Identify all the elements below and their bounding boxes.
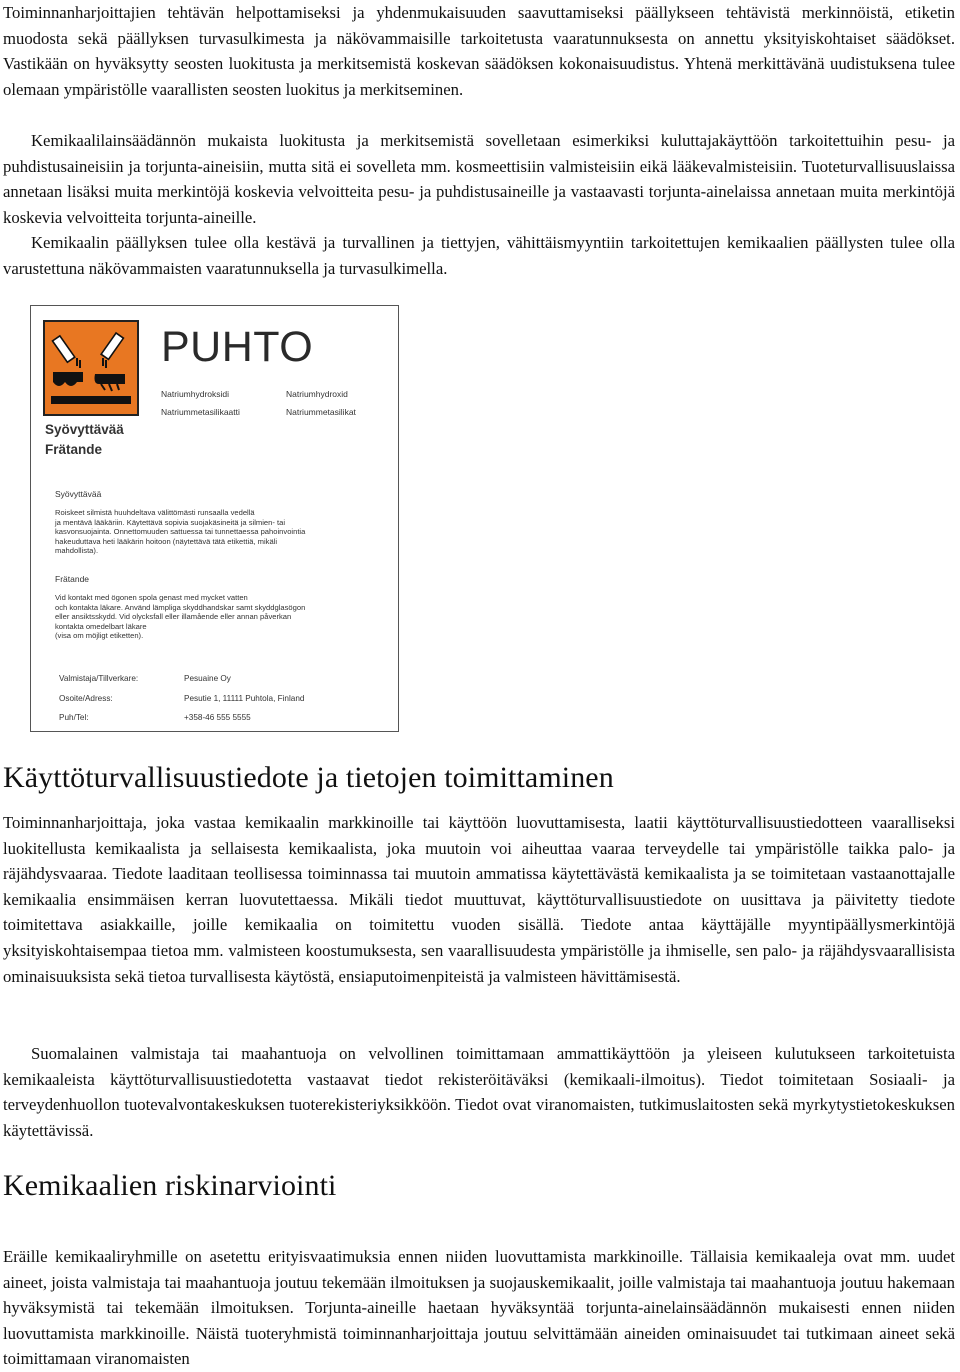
warning-line: eller ansiktsskydd. Vid olycksfall eller illamående eller annan påverkan	[55, 612, 292, 622]
product-name: PUHTO	[161, 323, 314, 371]
hazard-name-sv: Frätande	[45, 442, 103, 457]
intro-paragraph-1: Toiminnanharjoittajien tehtävän helpottamiseksi ja yhdenmukaisuuden saavuttamiseksi päällykseen tehtävistä merkinnöistä, etiketin muodosta sekä päällyksen turvasulkimesta ja näkövammaisille tarkoitetusta vaaratunnuksesta on annettu yksityiskohtaiset säädökset. Vastikään on hyväksytty seosten luokitusta ja merkitsemistä koskevan säädöksen kokonaisuudistus. Yhtenä merkittävänä uudistuksena tulee olemaan ympäristölle vaarallisten seosten luokitus ja merkitseminen.	[3, 3, 955, 99]
section-heading-safety-data-sheet: Käyttöturvallisuustiedote ja tietojen toimittaminen	[3, 761, 614, 794]
substance-sv-1: Natriumhydroxid	[286, 389, 348, 399]
contact-label-address: Osoite/Adress:	[59, 694, 113, 703]
warning-heading-sv: Frätande	[55, 574, 90, 584]
corrosive-hazard-icon	[43, 320, 139, 416]
contact-value-address: Pesutie 1, 11111 Puhtola, Finland	[184, 694, 305, 703]
contact-value-manufacturer: Pesuaine Oy	[184, 674, 231, 683]
product-safety-label-image	[30, 305, 399, 732]
warning-heading-fi: Syövyttävää	[55, 489, 102, 499]
warning-line: hakeuduttava heti lääkärin hoitoon (näytettävä tätä etikettiä, mikäli	[55, 536, 278, 546]
warning-text-fi	[55, 508, 355, 556]
warning-line: ja mentävä lääkäriin. Käytettävä sopivia suojakäsineitä ja silmien- tai	[55, 517, 286, 527]
warning-line: Roiskeet silmistä huuhdeltava välittömästi runsaalla vedellä	[55, 508, 255, 517]
section-heading-risk-assessment: Kemikaalien riskinarviointi	[3, 1169, 337, 1202]
contact-label-phone: Puh/Tel:	[59, 713, 89, 722]
warning-line: Vid kontakt med ögonen spola genast med mycket vatten	[55, 593, 248, 602]
substance-fi-2: Natriummetasilikaatti	[161, 407, 240, 417]
substance-sv-2: Natriummetasilikat	[286, 407, 356, 417]
substance-fi-1: Natriumhydroksidi	[161, 389, 230, 399]
contact-label-manufacturer: Valmistaja/Tillverkare:	[59, 674, 139, 683]
contact-value-phone: +358-46 555 5555	[184, 713, 251, 722]
section1-paragraph-2: Suomalainen valmistaja tai maahantuoja on velvollinen toimittamaan ammattikäyttöön ja yleiseen kulutukseen tarkoitetuista kemikaaleista käyttöturvallisuustiedotetta vastaavat tiedot rekisteröitäväksi (kemikaali-ilmoitus). Tiedot toimitetaan Sosiaali- ja terveydenhuollon tuotevalvontakeskuksen tuoterekisteriyksikköön. Tiedot ovat viranomaisten, tutkimuslaitosten sekä myrkytystietokeskuksen käytettävissä.	[3, 1044, 955, 1140]
intro-paragraph-3: Kemikaalin päällyksen tulee olla kestävä ja turvallinen ja tiettyjen, vähittäismyyntiin tarkoitettujen kemikaalien päällysten tulee olla varustettuna näkövammaisten vaaratunnuksella ja turvasulkimella.	[3, 233, 955, 278]
intro-paragraph-2: Kemikaalilainsäädännön mukaista luokitusta ja merkitsemistä sovelletaan esimerkiksi kuluttajakäyttöön tarkoitettuihin pesu- ja puhdistusaineisiin ja torjunta-aineisiin, mutta sitä ei sovelleta mm. kosmeettisiin valmisteisiin eikä lääkevalmisteisiin. Tuoteturvallisuuslaissa annetaan lisäksi muita merkintöjä koskevia velvoitteita pesu- ja puhdistusaineille ja vastaavasti torjunta-ainelaissa annetaan muita merkintöjä koskevia velvoitteita torjunta-aineille.	[3, 131, 955, 227]
warning-line: mahdollista).	[55, 546, 99, 556]
warning-line: (visa om möjligt etiketten).	[55, 631, 144, 641]
section1-paragraph-1: Toiminnanharjoittaja, joka vastaa kemikaalin markkinoille tai käyttöön luovuttamisesta, laatii käyttöturvallisuustiedotteen vaaralliseksi luokitellusta kemikaalista ja sellaisesta kemikaalista, joka muutoin voi aiheuttaa vaaraa terveydelle tai ympäristölle taikka palo- ja räjähdysvaaraa. Tiedote laaditaan teollisessa toiminnassa tai muutoin ammatissa käytettävästä kemikaalista ja se toimitetaan vastaanottajalle kemikaalia ensimmäisen kerran luovutettaessa. Mikäli tiedot muuttuvat, käyttöturvallisuustiedote on uusittava ja päivitetty tiedote toimitettava asiakkaille, joille kemikaalia on toimitettu vuoden sisällä. Tiedote antaa käyttäjälle myyntipäällysmerkintöjä yksityiskohtaisempaa tietoa mm. valmisteen koostumuksesta, sen vaarallisuudesta ympäristölle ja ihmiselle, sen palo- ja räjähdysvaarallisista ominaisuuksista sekä tietoa turvallisesta käytöstä, ensiaputoimenpiteistä ja valmisteen hävittämisestä.	[3, 813, 955, 986]
hazard-name-fi: Syövyttävää	[45, 422, 124, 437]
warning-text-sv	[55, 593, 355, 641]
warning-line: kontakta omedelbart läkare	[55, 621, 147, 631]
warning-line: kasvonsuojainta. Onnettomuuden sattuessa tai tunnettaessa pahoinvointia	[55, 527, 306, 537]
warning-line: och kontakta läkare. Använd lämpliga skyddhandskar samt skyddglasögon	[55, 602, 306, 612]
section2-paragraph-1: Eräille kemikaaliryhmille on asetettu erityisvaatimuksia ennen niiden luovuttamista markkinoille. Tällaisia kemikaaleja ovat mm. uudet aineet, joista valmistaja tai maahantuoja joutuu tekemään ilmoituksen ja suojauskemikaalit, joille valmistaja tai maahantuoja joutuu hakemaan hyväksymistä tai tekemään ilmoituksen. Torjunta-aineille haetaan hyväksyntää torjunta-ainelainsäädännön mukaisesti ennen niiden luovuttamista markkinoille. Näistä tuoteryhmistä toiminnanharjoittaja joutuu selvittämään aineiden ominaisuudet tai tutkimaan aineet sekä toimittamaan viranomaisten	[3, 1247, 955, 1369]
